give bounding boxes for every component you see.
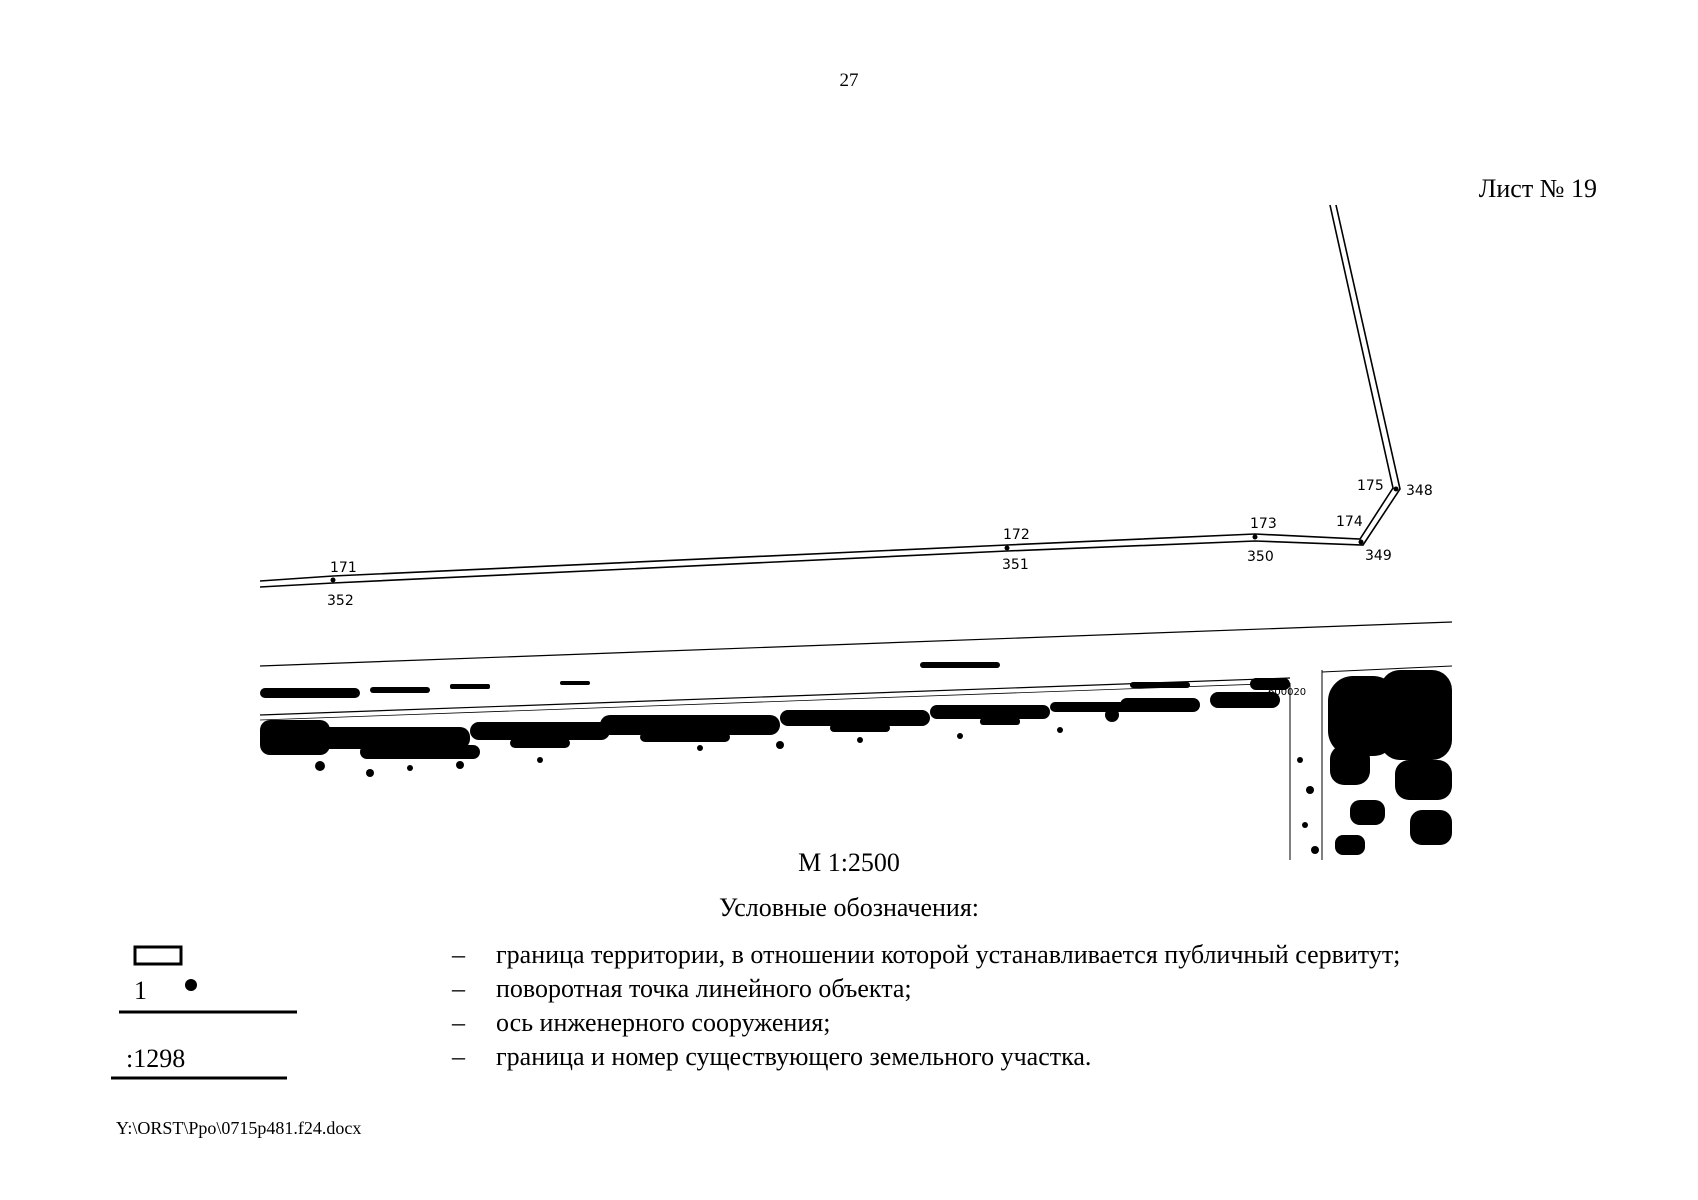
legend-dash: – <box>452 1008 465 1037</box>
point-label-348: 348 <box>1406 483 1433 499</box>
turning-points <box>327 478 1433 609</box>
legend-title: Условные обозначения: <box>718 893 980 922</box>
page-number: 27 <box>839 70 859 91</box>
legend-item-servitude-boundary <box>0 940 1698 974</box>
legend-text-axis: ось инженерного сооружения; <box>496 1008 831 1037</box>
point-label-352: 352 <box>327 593 354 609</box>
point-label-351: 351 <box>1002 557 1029 573</box>
parcel-line-symbol <box>111 1074 291 1084</box>
parcel-number-sample: :1298 <box>126 1044 186 1073</box>
point-label-350: 350 <box>1247 549 1274 565</box>
point-label-171: 171 <box>330 560 357 576</box>
legend-dash: – <box>452 940 465 969</box>
point-label-175: 175 <box>1357 478 1384 494</box>
legend-dash: – <box>452 974 465 1003</box>
point-label-173: 173 <box>1250 516 1277 532</box>
legend-text-turning-point: поворотная точка линейного объекта; <box>496 974 912 1003</box>
point-label-349: 349 <box>1365 548 1392 564</box>
legend-text-parcel: граница и номер существующего земельного участка. <box>496 1042 1092 1071</box>
parcel-label: 600020 <box>1268 687 1307 698</box>
point-label-172: 172 <box>1003 527 1030 543</box>
legend-dash: – <box>452 1042 465 1071</box>
cadastral-map <box>260 200 1460 860</box>
point-label-174: 174 <box>1336 514 1363 530</box>
servitude-boundary <box>260 205 1400 587</box>
scale-label: М 1:2500 <box>798 848 900 877</box>
turning-point-171 <box>331 578 336 583</box>
road-base-map <box>260 622 1452 860</box>
legend-item-turning-point <box>0 974 1698 1008</box>
point-dot-symbol <box>184 978 198 992</box>
point-number-sample: 1 <box>134 976 147 1005</box>
legend-item-axis <box>0 1008 1698 1042</box>
turning-point-174 <box>1359 540 1364 545</box>
legend-item-parcel <box>0 1042 1698 1076</box>
axis-line-symbol <box>119 1008 299 1018</box>
file-path: Y:\ORST\Ppo\0715p481.f24.docx <box>116 1118 362 1138</box>
turning-point-175 <box>1394 487 1399 492</box>
turning-point-172 <box>1005 546 1010 551</box>
sheet-label: Лист № 19 <box>1478 174 1597 203</box>
rectangle-symbol <box>133 943 185 969</box>
turning-point-173 <box>1253 535 1258 540</box>
legend-text-servitude: граница территории, в отношении которой устанавливается публичный сервитут; <box>496 940 1401 969</box>
